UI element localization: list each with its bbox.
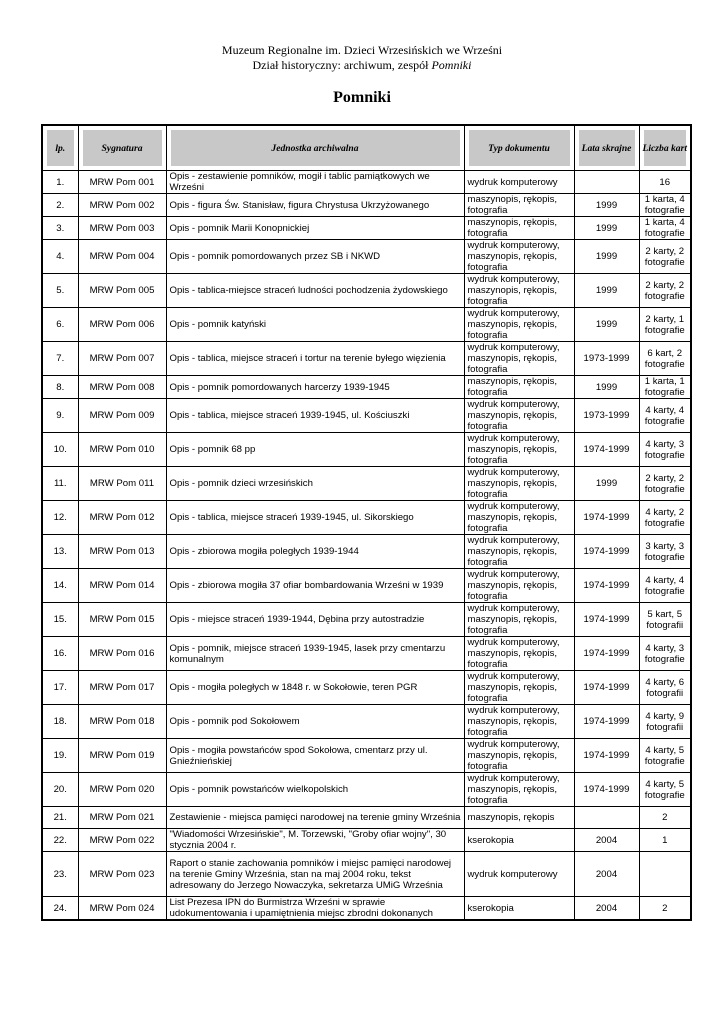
cell-jednostka: Opis - mogiła poległych w 1848 r. w Sokołowie, teren PGR (166, 671, 464, 705)
cell-lata: 1974-1999 (574, 739, 639, 773)
table-row (42, 773, 691, 807)
cell-lata: 1974-1999 (574, 433, 639, 467)
cell-lata: 2004 (574, 852, 639, 897)
cell-liczba-kart: 6 kart, 2 fotografie (639, 342, 691, 376)
cell-sygnatura: MRW Pom 012 (78, 501, 166, 535)
cell-jednostka: Opis - pomnik dzieci wrzesińskich (166, 467, 464, 501)
cell-lp: 22. (42, 829, 78, 852)
cell-sygnatura: MRW Pom 023 (78, 852, 166, 897)
table-row (42, 467, 691, 501)
cell-jednostka: Opis - pomnik Marii Konopnickiej (166, 217, 464, 240)
cell-lata: 2004 (574, 829, 639, 852)
cell-jednostka: Opis - pomnik pod Sokołowem (166, 705, 464, 739)
cell-typ: kserokopia (464, 897, 574, 921)
cell-lata: 1999 (574, 194, 639, 217)
cell-sygnatura: MRW Pom 020 (78, 773, 166, 807)
table-row (42, 603, 691, 637)
cell-jednostka: "Wiadomości Wrzesińskie", M. Torzewski, "Groby ofiar wojny", 30 stycznia 2004 r. (166, 829, 464, 852)
table-row (42, 217, 691, 240)
cell-lp: 13. (42, 535, 78, 569)
cell-lata: 1974-1999 (574, 705, 639, 739)
cell-lp: 15. (42, 603, 78, 637)
cell-typ: kserokopia (464, 829, 574, 852)
cell-typ: wydruk komputerowy (464, 852, 574, 897)
cell-jednostka: Opis - tablica, miejsce straceń 1939-1945, ul. Sikorskiego (166, 501, 464, 535)
table-row (42, 671, 691, 705)
cell-typ: wydruk komputerowy, maszynopis, rękopis, fotografia (464, 637, 574, 671)
table-row (42, 376, 691, 399)
cell-lata: 1974-1999 (574, 773, 639, 807)
cell-typ: maszynopis, rękopis, fotografia (464, 194, 574, 217)
cell-lp: 8. (42, 376, 78, 399)
cell-lata: 1974-1999 (574, 603, 639, 637)
cell-jednostka: Opis - zestawienie pomników, mogił i tablic pamiątkowych we Wrześni (166, 171, 464, 194)
cell-lp: 7. (42, 342, 78, 376)
cell-liczba-kart: 3 karty, 3 fotografie (639, 535, 691, 569)
cell-liczba-kart: 4 karty, 5 fotografie (639, 739, 691, 773)
cell-lp: 1. (42, 171, 78, 194)
cell-jednostka: Opis - pomnik powstańców wielkopolskich (166, 773, 464, 807)
cell-typ: maszynopis, rękopis, fotografia (464, 217, 574, 240)
department-prefix: Dział historyczny: archiwum, zespół (252, 58, 432, 72)
table-row (42, 274, 691, 308)
cell-liczba-kart (639, 852, 691, 897)
cell-liczba-kart: 5 kart, 5 fotografii (639, 603, 691, 637)
department-line (0, 58, 724, 73)
cell-lata: 1974-1999 (574, 569, 639, 603)
col-header-sygnatura: Sygnatura (78, 125, 166, 171)
cell-jednostka: List Prezesa IPN do Burmistrza Wrześni w sprawie udokumentowania i upamiętnienia miejsc zbrodni dokonanych (166, 897, 464, 921)
cell-sygnatura: MRW Pom 013 (78, 535, 166, 569)
cell-liczba-kart: 1 karta, 1 fotografie (639, 376, 691, 399)
table-row (42, 829, 691, 852)
cell-lata: 1974-1999 (574, 535, 639, 569)
cell-jednostka: Opis - mogiła powstańców spod Sokołowa, cmentarz przy ul. Gnieźnieńskiej (166, 739, 464, 773)
cell-jednostka: Opis - pomnik 68 pp (166, 433, 464, 467)
cell-lata: 1974-1999 (574, 671, 639, 705)
museum-name: Muzeum Regionalne im. Dzieci Wrzesińskich we Wrześni (221, 43, 503, 57)
cell-lp: 17. (42, 671, 78, 705)
cell-lp: 12. (42, 501, 78, 535)
col-header-jednostka: Jednostka archiwalna (166, 125, 464, 171)
collection-name: Pomniki (431, 58, 472, 72)
cell-jednostka: Opis - pomnik katyński (166, 308, 464, 342)
cell-liczba-kart: 4 karty, 3 fotografie (639, 433, 691, 467)
cell-typ: maszynopis, rękopis (464, 807, 574, 829)
cell-lp: 14. (42, 569, 78, 603)
cell-typ: wydruk komputerowy, maszynopis, rękopis, fotografia (464, 433, 574, 467)
cell-sygnatura: MRW Pom 003 (78, 217, 166, 240)
cell-lp: 3. (42, 217, 78, 240)
cell-typ: wydruk komputerowy, maszynopis, rękopis, fotografia (464, 308, 574, 342)
table-row (42, 240, 691, 274)
cell-lp: 19. (42, 739, 78, 773)
cell-lp: 16. (42, 637, 78, 671)
cell-lp: 18. (42, 705, 78, 739)
cell-typ: wydruk komputerowy, maszynopis, rękopis, fotografia (464, 274, 574, 308)
table-row (42, 897, 691, 921)
cell-jednostka: Opis - pomnik, miejsce straceń 1939-1945, lasek przy cmentarzu komunalnym (166, 637, 464, 671)
cell-typ: maszynopis, rękopis, fotografia (464, 376, 574, 399)
cell-liczba-kart: 2 (639, 807, 691, 829)
table-row (42, 194, 691, 217)
cell-lp: 23. (42, 852, 78, 897)
cell-lata (574, 807, 639, 829)
table-row (42, 705, 691, 739)
cell-sygnatura: MRW Pom 010 (78, 433, 166, 467)
cell-lp: 20. (42, 773, 78, 807)
cell-lata (574, 171, 639, 194)
cell-lata: 1974-1999 (574, 501, 639, 535)
cell-sygnatura: MRW Pom 021 (78, 807, 166, 829)
cell-liczba-kart: 2 karty, 2 fotografie (639, 240, 691, 274)
cell-lp: 9. (42, 399, 78, 433)
cell-liczba-kart: 16 (639, 171, 691, 194)
cell-typ: wydruk komputerowy, maszynopis, rękopis, fotografia (464, 773, 574, 807)
table-row (42, 637, 691, 671)
cell-liczba-kart: 1 karta, 4 fotografie (639, 217, 691, 240)
cell-typ: wydruk komputerowy, maszynopis, rękopis, fotografia (464, 671, 574, 705)
cell-typ: wydruk komputerowy, maszynopis, rękopis, fotografia (464, 569, 574, 603)
cell-lp: 10. (42, 433, 78, 467)
cell-typ: wydruk komputerowy, maszynopis, rękopis, fotografia (464, 240, 574, 274)
cell-sygnatura: MRW Pom 008 (78, 376, 166, 399)
cell-jednostka: Opis - figura Św. Stanisław, figura Chrystusa Ukrzyżowanego (166, 194, 464, 217)
table-row (42, 569, 691, 603)
table-row (42, 171, 691, 194)
cell-typ: wydruk komputerowy, maszynopis, rękopis, fotografia (464, 342, 574, 376)
table-row (42, 308, 691, 342)
table-row (42, 342, 691, 376)
cell-lp: 21. (42, 807, 78, 829)
cell-lp: 6. (42, 308, 78, 342)
cell-sygnatura: MRW Pom 024 (78, 897, 166, 921)
cell-lata: 1999 (574, 467, 639, 501)
page-title: Pomniki (333, 89, 391, 106)
cell-lata: 1974-1999 (574, 637, 639, 671)
cell-lp: 11. (42, 467, 78, 501)
cell-liczba-kart: 4 karty, 9 fotografii (639, 705, 691, 739)
cell-liczba-kart: 4 karty, 5 fotografie (639, 773, 691, 807)
cell-jednostka: Opis - tablica-miejsce straceń ludności pochodzenia żydowskiego (166, 274, 464, 308)
cell-sygnatura: MRW Pom 022 (78, 829, 166, 852)
cell-jednostka: Opis - tablica, miejsce straceń i tortur na terenie byłego więzienia (166, 342, 464, 376)
col-header-lp: lp. (42, 125, 78, 171)
cell-liczba-kart: 2 karty, 2 fotografie (639, 274, 691, 308)
cell-lata: 1973-1999 (574, 399, 639, 433)
cell-lata: 1999 (574, 376, 639, 399)
cell-lp: 24. (42, 897, 78, 921)
cell-sygnatura: MRW Pom 017 (78, 671, 166, 705)
cell-typ: wydruk komputerowy, maszynopis, rękopis, fotografia (464, 467, 574, 501)
cell-sygnatura: MRW Pom 016 (78, 637, 166, 671)
cell-lata: 1999 (574, 308, 639, 342)
cell-typ: wydruk komputerowy, maszynopis, rękopis, fotografia (464, 399, 574, 433)
cell-lata: 1999 (574, 217, 639, 240)
col-header-typ: Typ dokumentu (464, 125, 574, 171)
cell-typ: wydruk komputerowy, maszynopis, rękopis, fotografia (464, 603, 574, 637)
cell-sygnatura: MRW Pom 006 (78, 308, 166, 342)
cell-jednostka: Opis - tablica, miejsce straceń 1939-1945, ul. Kościuszki (166, 399, 464, 433)
cell-sygnatura: MRW Pom 004 (78, 240, 166, 274)
cell-liczba-kart: 4 karty, 4 fotografie (639, 399, 691, 433)
table-row (42, 535, 691, 569)
cell-typ: wydruk komputerowy, maszynopis, rękopis, fotografia (464, 501, 574, 535)
cell-sygnatura: MRW Pom 018 (78, 705, 166, 739)
cell-lata: 1973-1999 (574, 342, 639, 376)
cell-liczba-kart: 4 karty, 2 fotografie (639, 501, 691, 535)
table-row (42, 852, 691, 897)
cell-lp: 2. (42, 194, 78, 217)
col-header-liczba: Liczba kart (639, 125, 691, 171)
cell-liczba-kart: 4 karty, 3 fotografie (639, 637, 691, 671)
cell-lata: 1999 (574, 274, 639, 308)
cell-lata: 2004 (574, 897, 639, 921)
cell-liczba-kart: 2 karty, 1 fotografie (639, 308, 691, 342)
cell-lp: 5. (42, 274, 78, 308)
cell-sygnatura: MRW Pom 001 (78, 171, 166, 194)
cell-sygnatura: MRW Pom 005 (78, 274, 166, 308)
cell-liczba-kart: 2 karty, 2 fotografie (639, 467, 691, 501)
table-row (42, 739, 691, 773)
col-header-lata: Lata skrajne (574, 125, 639, 171)
table-row (42, 433, 691, 467)
cell-sygnatura: MRW Pom 014 (78, 569, 166, 603)
cell-liczba-kart: 2 (639, 897, 691, 921)
table-row (42, 399, 691, 433)
cell-jednostka: Opis - pomnik pomordowanych harcerzy 1939-1945 (166, 376, 464, 399)
cell-sygnatura: MRW Pom 007 (78, 342, 166, 376)
cell-jednostka: Opis - zbiorowa mogiła 37 ofiar bombardowania Wrześni w 1939 (166, 569, 464, 603)
cell-jednostka: Opis - zbiorowa mogiła poległych 1939-1944 (166, 535, 464, 569)
cell-liczba-kart: 4 karty, 6 fotografii (639, 671, 691, 705)
cell-sygnatura: MRW Pom 019 (78, 739, 166, 773)
table-row (42, 501, 691, 535)
cell-typ: wydruk komputerowy, maszynopis, rękopis, fotografia (464, 739, 574, 773)
cell-liczba-kart: 1 karta, 4 fotografie (639, 194, 691, 217)
cell-lata: 1999 (574, 240, 639, 274)
cell-typ: wydruk komputerowy, maszynopis, rękopis, fotografia (464, 705, 574, 739)
archive-table (41, 124, 692, 921)
cell-sygnatura: MRW Pom 009 (78, 399, 166, 433)
cell-jednostka: Raport o stanie zachowania pomników i miejsc pamięci narodowej na terenie Gminy Września, stan na maj 2004 roku, tekst adresowany do Jerzego Nowaczyka, sekretarza UMiG Września (166, 852, 464, 897)
cell-sygnatura: MRW Pom 002 (78, 194, 166, 217)
cell-jednostka: Zestawienie - miejsca pamięci narodowej na terenie gminy Września (166, 807, 464, 829)
cell-jednostka: Opis - pomnik pomordowanych przez SB i NKWD (166, 240, 464, 274)
table-header-row (42, 125, 691, 171)
cell-sygnatura: MRW Pom 011 (78, 467, 166, 501)
cell-lp: 4. (42, 240, 78, 274)
cell-typ: wydruk komputerowy (464, 171, 574, 194)
cell-sygnatura: MRW Pom 015 (78, 603, 166, 637)
cell-liczba-kart: 1 (639, 829, 691, 852)
cell-typ: wydruk komputerowy, maszynopis, rękopis, fotografia (464, 535, 574, 569)
cell-liczba-kart: 4 karty, 4 fotografie (639, 569, 691, 603)
table-row (42, 807, 691, 829)
cell-jednostka: Opis - miejsce straceń 1939-1944, Dębina przy autostradzie (166, 603, 464, 637)
